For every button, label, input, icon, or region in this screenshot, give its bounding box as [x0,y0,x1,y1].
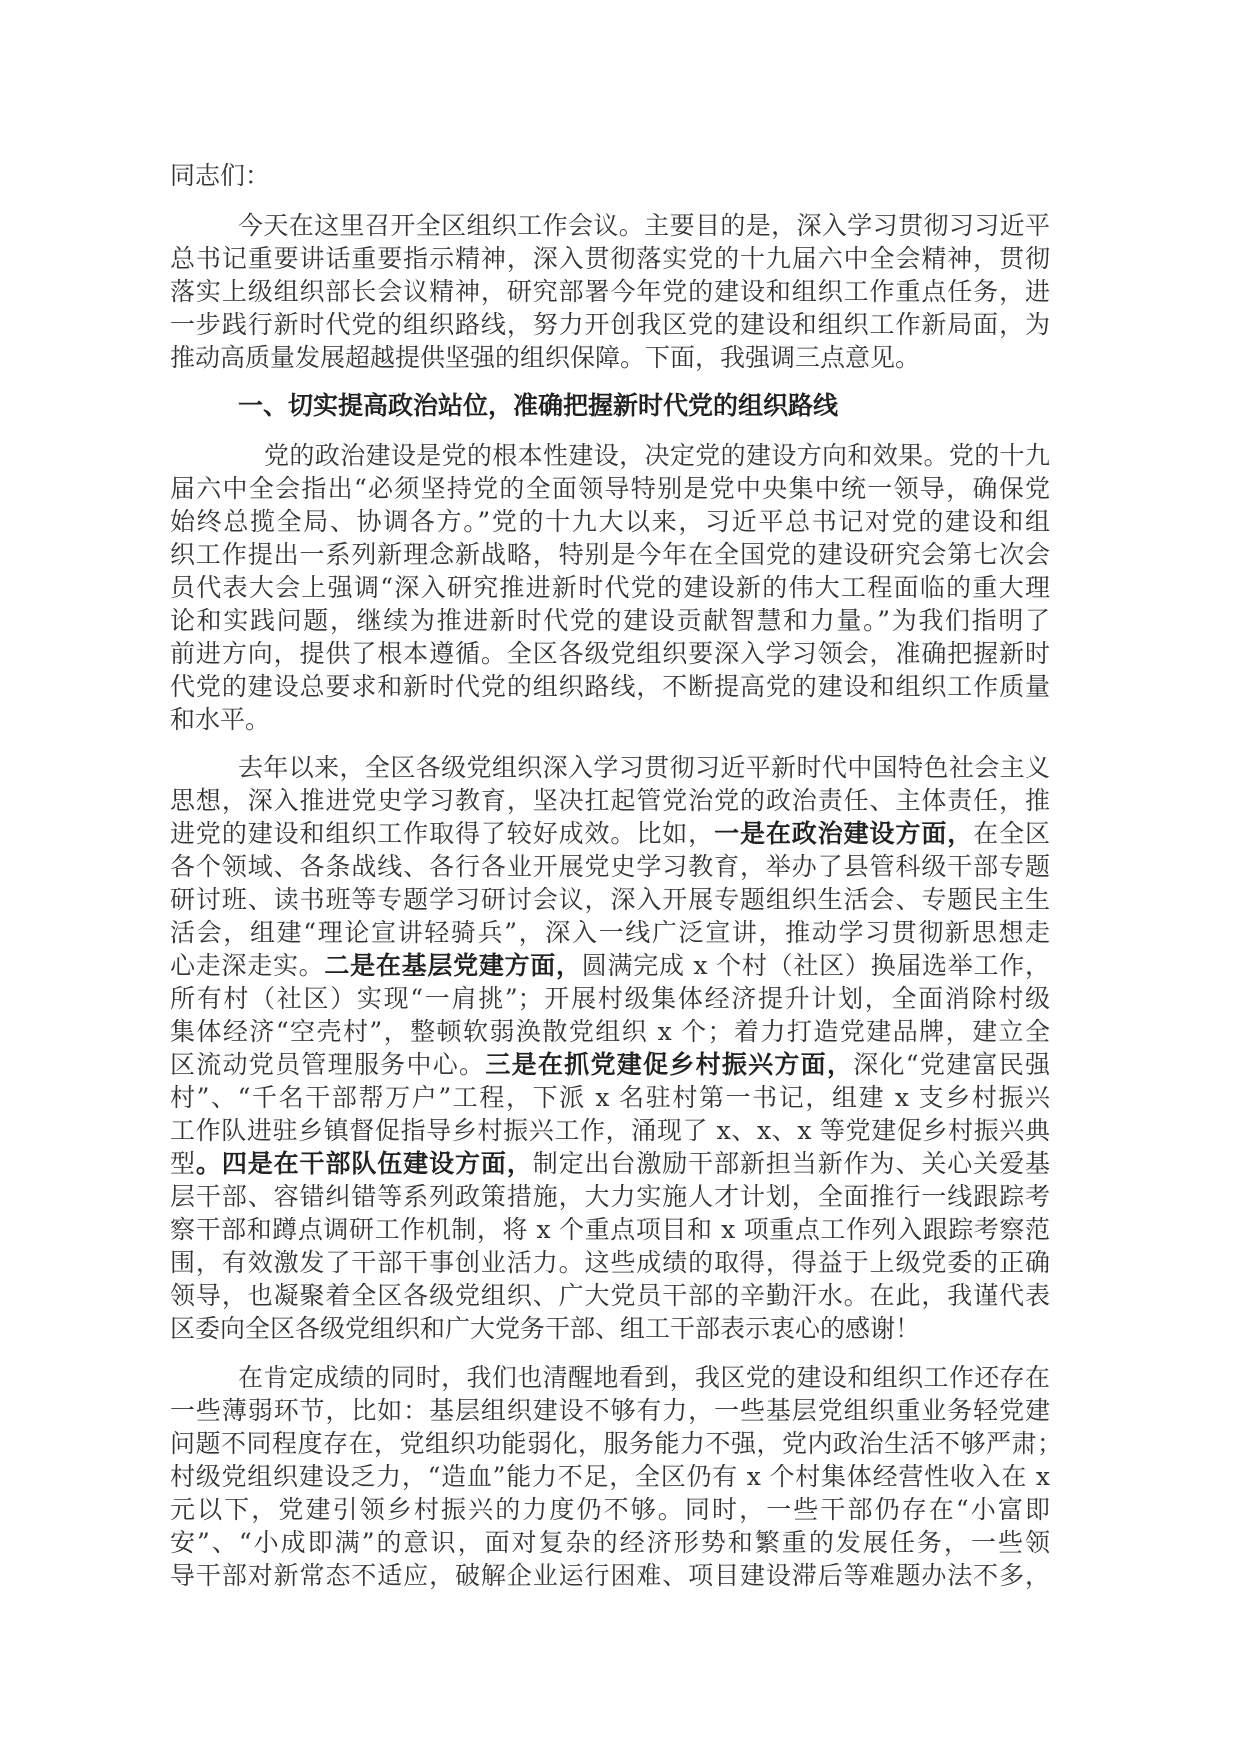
text-line: 届六中全会指出“必须坚持党的全面领导特别是党中央集中统一领导，确保党 [170,474,1050,503]
text-line: 今天在这里召开全区组织工作会议。主要目的是，深入学习贯彻习习近平 [238,211,1050,240]
bold-point-2: 二是在基层党建方面， [324,951,582,980]
text-line: 区委向全区各级党组织和广大党务干部、组工干部表示衷心的感谢！ [170,1314,921,1343]
text-line: 集体经济“空壳村”，整顿软弱涣散党组织 x 个；着力打造党建品牌，建立全 [170,1017,1050,1046]
salutation: 同志们： [170,161,271,190]
text-line: 活会，组建“理论宣讲轻骑兵”，深入一线广泛宣讲，推动学习贯彻新思想走 [170,918,1050,947]
text-run: 制定出台激励干部新担当新作为、关心关爱基 [532,1149,1050,1178]
text-line: 党的政治建设是党的根本性建设，决定党的建设方向和效果。党的十九 [264,441,1050,470]
text-line: 工作队进驻乡镇督促指导乡村振兴工作，涌现了 x、x、x 等党建促乡村振兴典 [170,1116,1050,1145]
text-run: 在全区 [973,819,1050,848]
text-line: 导干部对新常态不适应，破解企业运行困难、项目建设滞后等难题办法不多， [170,1561,1050,1590]
text-run: 圆满完成 x 个村（社区）换届选举工作， [581,951,1050,980]
text-run: 进党的建设和组织工作取得了较好成效。比如， [170,819,715,848]
text-line: 研讨班、读书班等专题学习研讨会议，深入开展专题组织生活会、专题民主生 [170,885,1050,914]
text-line: 所有村（社区）实现“一肩挑”；开展村级集体经济提升计划，全面消除村级 [170,984,1050,1013]
text-line: 落实上级组织部长会议精神，研究部署今年党的建设和组织工作重点任务，进 [170,277,1050,306]
text-line: 和水平。 [170,705,271,734]
text-line: 村级党组织建设乏力，“造血”能力不足，全区仍有 x 个村集体经营性收入在 x [170,1462,1050,1491]
section-heading-1: 一、切实提高政治站位，准确把握新时代党的组织路线 [238,391,839,420]
text-line: 元以下，党建引领乡村振兴的力度仍不够。同时，一些干部仍存在“小富即 [170,1495,1050,1524]
text-line [170,1147,1050,1180]
text-line: 始终总揽全局、协调各方。”党的十九大以来，习近平总书记对党的建设和组 [170,507,1050,536]
text-line: 织工作提出一系列新理念新战略，特别是今年在全国党的建设研究会第七次会 [170,540,1050,569]
text-run: 区流动党员管理服务中心。 [170,1050,486,1079]
text-run: 型 [170,1149,196,1178]
text-line: 去年以来，全区各级党组织深入学习贯彻习近平新时代中国特色社会主义 [238,753,1050,782]
text-line: 领导，也凝聚着全区各级党组织、广大党员干部的辛勤汗水。在此，我谨代表 [170,1281,1050,1310]
text-line: 一步践行新时代党的组织路线，努力开创我区党的建设和组织工作新局面，为 [170,310,1050,339]
bold-point-1: 一是在政治建设方面， [714,819,974,848]
text-line [170,817,1050,850]
text-line: 思想，深入推进党史学习教育，坚决扛起管党治党的政治责任、主体责任，推 [170,786,1050,815]
bold-point-4: 。四是在干部队伍建设方面， [195,1149,533,1178]
text-line: 在肯定成绩的同时，我们也清醒地看到，我区党的建设和组织工作还存在 [238,1363,1050,1392]
text-line: 论和实践问题，继续为推进新时代党的建设贡献智慧和力量。”为我们指明了 [170,606,1050,635]
text-line: 员代表大会上强调“深入研究推进新时代党的建设新的伟大工程面临的重大理 [170,573,1050,602]
text-line: 察干部和蹲点调研工作机制，将 x 个重点项目和 x 项重点工作列入跟踪考察范 [170,1215,1050,1244]
text-line: 总书记重要讲话重要指示精神，深入贯彻落实党的十九届六中全会精神，贯彻 [170,244,1050,273]
text-line [170,1048,1050,1081]
text-line [170,949,1050,982]
text-line: 问题不同程度存在，党组织功能弱化，服务能力不强，党内政治生活不够严肃； [170,1429,1062,1458]
text-line: 推动高质量发展超越提供坚强的组织保障。下面，我强调三点意见。 [170,343,921,372]
text-line: 前进方向，提供了根本遵循。全区各级党组织要深入学习领会，准确把握新时 [170,639,1050,668]
bold-point-3: 三是在抓党建促乡村振兴方面， [485,1050,854,1079]
text-line: 层干部、容错纠错等系列政策措施，大力实施人才计划，全面推行一线跟踪考 [170,1182,1050,1211]
text-line: 各个领域、各条战线、各行各业开展党史学习教育，举办了县管科级干部专题 [170,852,1050,881]
text-line: 一些薄弱环节，比如：基层组织建设不够有力，一些基层党组织重业务轻党建 [170,1396,1050,1425]
text-line: 安”、“小成即满”的意识，面对复杂的经济形势和繁重的发展任务，一些领 [170,1528,1050,1557]
text-line: 村”、“千名干部帮万户”工程，下派 x 名驻村第一书记，组建 x 支乡村振兴 [170,1083,1050,1112]
text-line: 代党的建设总要求和新时代党的组织路线，不断提高党的建设和组织工作质量 [170,672,1050,701]
text-run: 心走深走实。 [170,951,325,980]
text-run: 深化“党建富民强 [853,1050,1050,1079]
text-line: 围，有效激发了干部干事创业活力。这些成绩的取得，得益于上级党委的正确 [170,1248,1050,1277]
